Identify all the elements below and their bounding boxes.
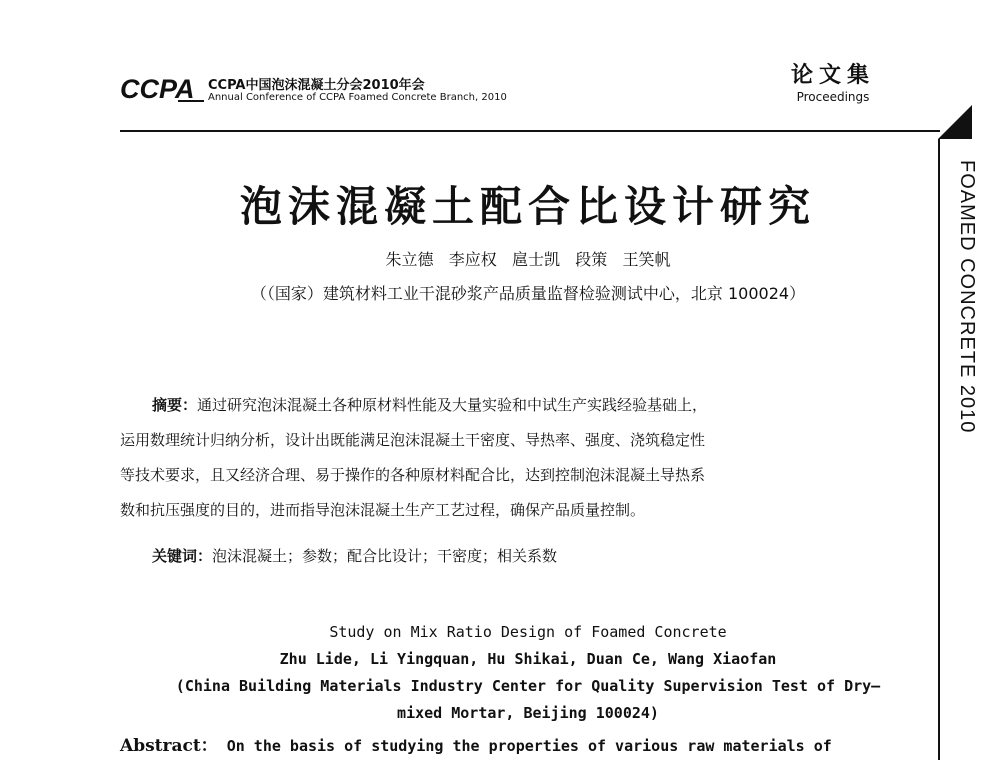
abstract-label-cn: 摘要： [152, 396, 198, 414]
side-rule [938, 139, 940, 760]
abstract-cn-line: 等技术要求，且又经济合理、易于操作的各种原材料配合比，达到控制泡沫混凝土导热系 [120, 466, 706, 484]
side-label: FOAMED CONCRETE 2010 [956, 160, 978, 434]
abstract-cn-line: 运用数理统计归纳分析，设计出既能满足泡沫混凝土干密度、导热率、强度、浇筑稳定性 [120, 431, 706, 449]
proceedings-title-en: Proceedings [796, 90, 870, 104]
affiliation-cn: （（国家）建筑材料工业干混砂浆产品质量监督检验测试中心，北京 100024） [250, 284, 806, 303]
abstract-cn-line [120, 388, 920, 423]
affiliation-en-line1: (China Building Materials Industry Center for Quality Supervision Test of Dry— [175, 677, 881, 695]
abstract-cn-text: 通过研究泡沫混凝土各种原材料性能及大量实验和中试生产实践经验基础上， [197, 396, 708, 414]
paper-title-cn: 泡沫混凝土配合比设计研究 [239, 182, 816, 231]
affiliation-en-line2: mixed Mortar, Beijing 100024) [397, 704, 659, 722]
corner-triangle-decoration [938, 105, 972, 139]
logo-text: CCPA [120, 74, 195, 104]
ccpa-logo [120, 72, 204, 106]
abstract-cn [120, 388, 920, 528]
abstract-label-en: Abstract： [120, 736, 218, 756]
paper-title-en: Study on Mix Ratio Design of Foamed Concrete [329, 623, 727, 641]
keywords-cn [152, 545, 557, 566]
conference-title-cn: CCPA中国泡沫混凝土分会2010年会 [208, 78, 425, 93]
keywords-label-cn: 关键词： [152, 547, 213, 565]
abstract-en [120, 731, 832, 756]
header-rule [120, 130, 940, 132]
authors-en: Zhu Lide, Li Yingquan, Hu Shikai, Duan Ce, Wang Xiaofan [279, 650, 777, 668]
conference-title-en: Annual Conference of CCPA Foamed Concrete Branch, 2010 [208, 92, 507, 103]
authors-cn: 朱立德 李应权 扈士凯 段策 王笑帆 [385, 250, 671, 269]
abstract-cn-line: 数和抗压强度的目的，进而指导泡沫混凝土生产工艺过程，确保产品质量控制。 [120, 501, 646, 519]
keywords-text-cn: 泡沫混凝土；参数；配合比设计；干密度；相关系数 [212, 547, 558, 565]
abstract-en-text: On the basis of studying the properties of various raw materials of [226, 737, 832, 755]
proceedings-title-cn: 论文集 [790, 62, 875, 88]
